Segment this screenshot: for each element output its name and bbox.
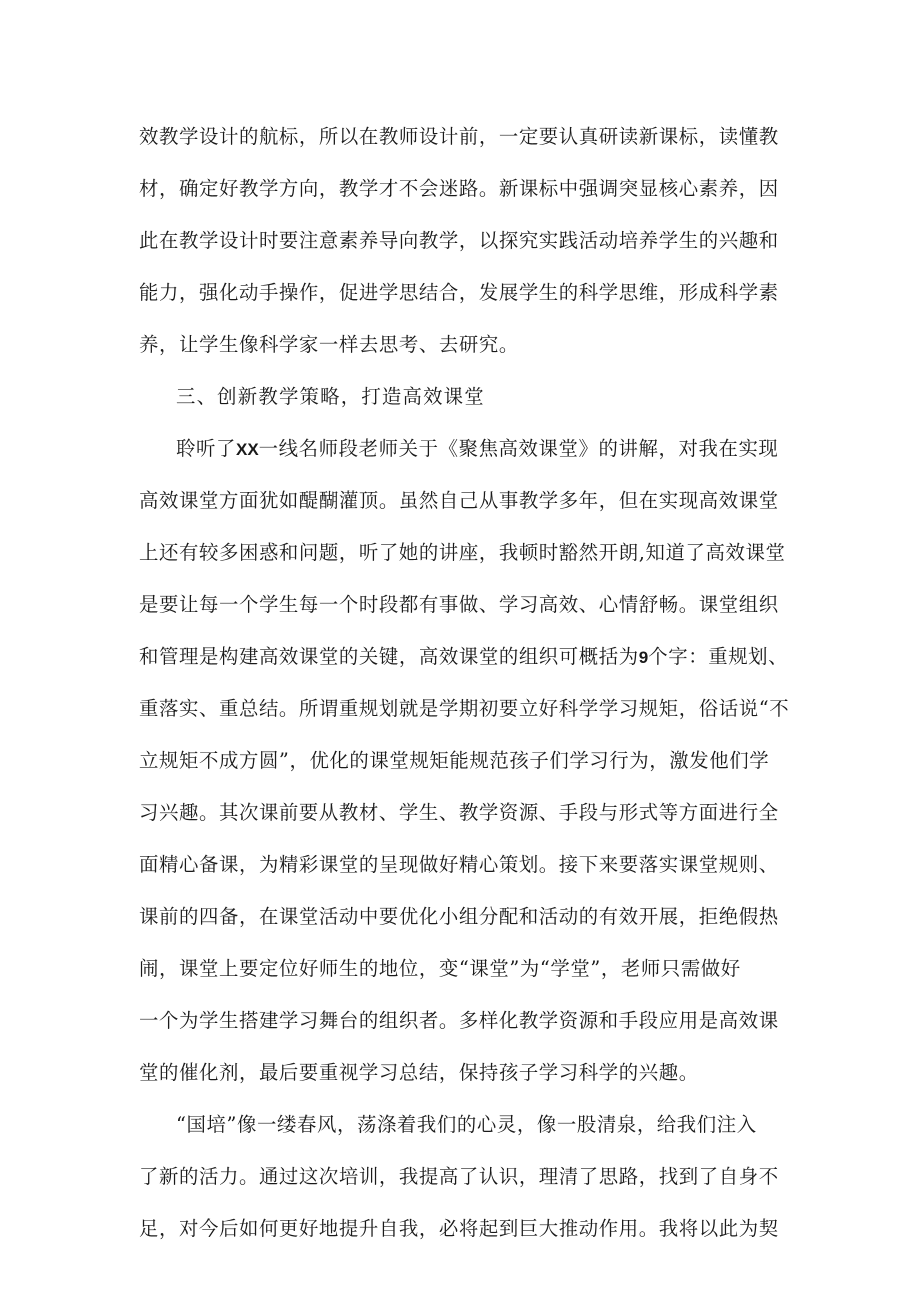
text-run: 一线名师段老师关于《聚焦高效课堂》的讲解，对我在实现 (258, 437, 779, 460)
paragraph-line: 高效课堂方面犹如醍醐灌顶。虽然自己从事教学多年，但在实现高效课堂 (139, 489, 779, 512)
paragraph-line: 重落实、重总结。所谓重规划就是学期初要立好科学学习规矩，俗话说“不 (139, 697, 790, 720)
paragraph-line: 效教学设计的航标，所以在教师设计前，一定要认真研读新课标，读懂教 (139, 125, 779, 148)
text-run: 聆听了 (176, 437, 236, 460)
section-heading: 三、创新教学策略，打造高效课堂 (176, 385, 485, 408)
paragraph-line: 了新的活力。通过这次培训，我提高了认识，理清了思路，找到了自身不 (139, 1165, 779, 1188)
paragraph-line: 闹，课堂上要定位好师生的地位，变“课堂”为“学堂”，老师只需做好 (139, 957, 741, 980)
paragraph-line: 能力，强化动手操作，促进学思结合，发展学生的科学思维，形成科学素 (139, 281, 779, 304)
paragraph-line: 养，让学生像科学家一样去思考、去研究。 (139, 333, 519, 356)
paragraph-line: 材，确定好教学方向，教学才不会迷路。新课标中强调突显核心素养，因 (139, 177, 779, 200)
paragraph-line: 上还有较多困惑和问题，听了她的讲座，我顿时豁然开朗,知道了高效课堂 (139, 541, 786, 564)
text-run: 和管理是构建高效课堂的关键，高效课堂的组织可概括为 (139, 645, 639, 668)
number-nine: 9 (638, 648, 649, 667)
paragraph-line: 课前的四备，在课堂活动中要优化小组分配和活动的有效开展，拒绝假热 (139, 905, 779, 928)
paragraph-line: 是要让每一个学生每一个时段都有事做、学习高效、心情舒畅。课堂组织 (139, 593, 779, 616)
paragraph-line: 习兴趣。其次课前要从教材、学生、教学资源、手段与形式等方面进行全 (139, 801, 779, 824)
paragraph-line: 此在教学设计时要注意素养导向教学，以探究实践活动培养学生的兴趣和 (139, 229, 779, 252)
paragraph-line: 一个为学生搭建学习舞台的组织者。多样化教学资源和手段应用是高效课 (139, 1009, 779, 1032)
placeholder-xx: XX (235, 440, 259, 459)
paragraph-line: 面精心备课，为精彩课堂的呈现做好精心策划。接下来要落实课堂规则、 (139, 853, 779, 876)
paragraph-line: 堂的催化剂，最后要重视学习总结，保持孩子学习科学的兴趣。 (139, 1061, 699, 1084)
paragraph-line (139, 644, 788, 671)
paragraph-line: “国培”像一缕春风，荡涤着我们的心灵，像一股清泉，给我们注入 (176, 1113, 757, 1136)
paragraph-line (176, 436, 778, 463)
paragraph-line: 足，对今后如何更好地提升自我，必将起到巨大推动作用。我将以此为契 (139, 1217, 779, 1240)
paragraph-line: 立规矩不成方圆”，优化的课堂规矩能规范孩子们学习行为，激发他们学 (139, 749, 770, 772)
text-run: 个字：重规划、 (648, 645, 789, 668)
